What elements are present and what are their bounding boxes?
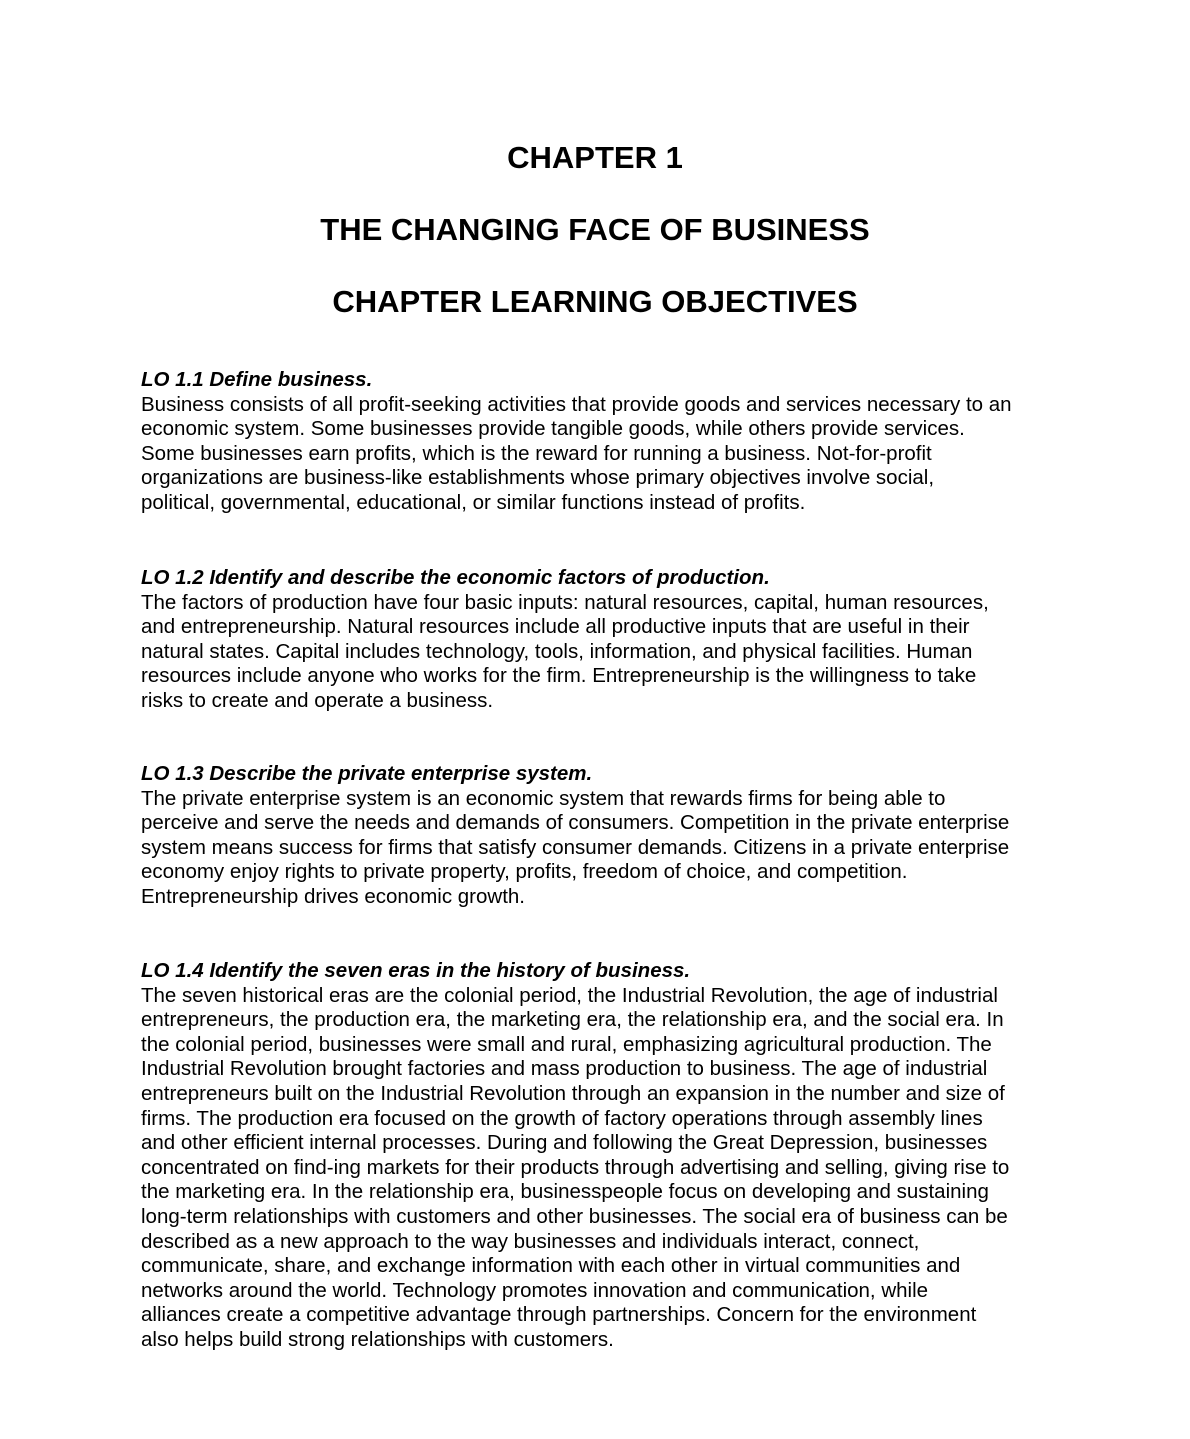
objective-body: The seven historical eras are the colonial period, the Industrial Revolution, the age of industrial entrepreneurs, the production era, the marketing era, the relationship era, and the social era. In the colonial period, businesses were small and rural, emphasizing agricultural production. The Industrial Revolution brought factories and mass production to business. The age of industrial entrepreneurs built on the Industrial Revolution through an expansion in the number and size of firms. The production era focused on the growth of factory operations through assembly lines and other efficient internal processes. During and following the Great Depression, businesses concentrated on find-ing markets for their products through advertising and selling, giving rise to the marketing era. In the relationship era, businesspeople focus on developing and sustaining long-term relationships with customers and other businesses. The social era of business can be described as a new approach to the way businesses and individuals interact, connect, communicate, share, and exchange information with each other in virtual communities and networks around the world. Technology promotes innovation and communication, while alliances create a competitive advantage through partnerships. Concern for the environment also helps build strong relationships with customers. <box>141 983 1010 1351</box>
objective-section-1 <box>141 368 1061 516</box>
objective-section-4 <box>141 959 1061 1353</box>
objective-body: Business consists of all profit-seeking activities that provide goods and services necessary to an economic system. Some businesses provide tangible goods, while others provide services. Some businesses earn profits, which is the reward for running a business. Not-for-profit organizations are business-like establishments whose primary objectives involve social, political, governmental, educational, or similar functions instead of profits. <box>141 392 1012 514</box>
objective-title: LO 1.3 Describe the private enterprise system. <box>141 762 593 785</box>
objective-section-3 <box>141 762 1061 910</box>
learning-objectives-heading: CHAPTER LEARNING OBJECTIVES <box>332 284 858 319</box>
objective-title: LO 1.1 Define business. <box>141 368 373 391</box>
objective-title: LO 1.4 Identify the seven eras in the history of business. <box>141 959 691 982</box>
objective-body: The private enterprise system is an economic system that rewards firms for being able to perceive and serve the needs and demands of consumers. Competition in the private enterprise system means success for firms that satisfy consumer demands. Citizens in a private enterprise economy enjoy rights to private property, profits, freedom of choice, and competition. Entrepreneurship drives economic growth. <box>141 786 1010 908</box>
objective-section-2 <box>141 566 1061 714</box>
objective-title: LO 1.2 Identify and describe the economic factors of production. <box>141 566 770 589</box>
chapter-number-heading: CHAPTER 1 <box>507 140 683 175</box>
objective-body: The factors of production have four basic inputs: natural resources, capital, human resources, and entrepreneurship. Natural resources include all productive inputs that are useful in their natural states. Capital includes technology, tools, information, and physical facilities. Human resources include anyone who works for the firm. Entrepreneurship is the willingness to take risks to create and operate a business. <box>141 590 989 712</box>
chapter-title-heading: THE CHANGING FACE OF BUSINESS <box>320 212 870 247</box>
